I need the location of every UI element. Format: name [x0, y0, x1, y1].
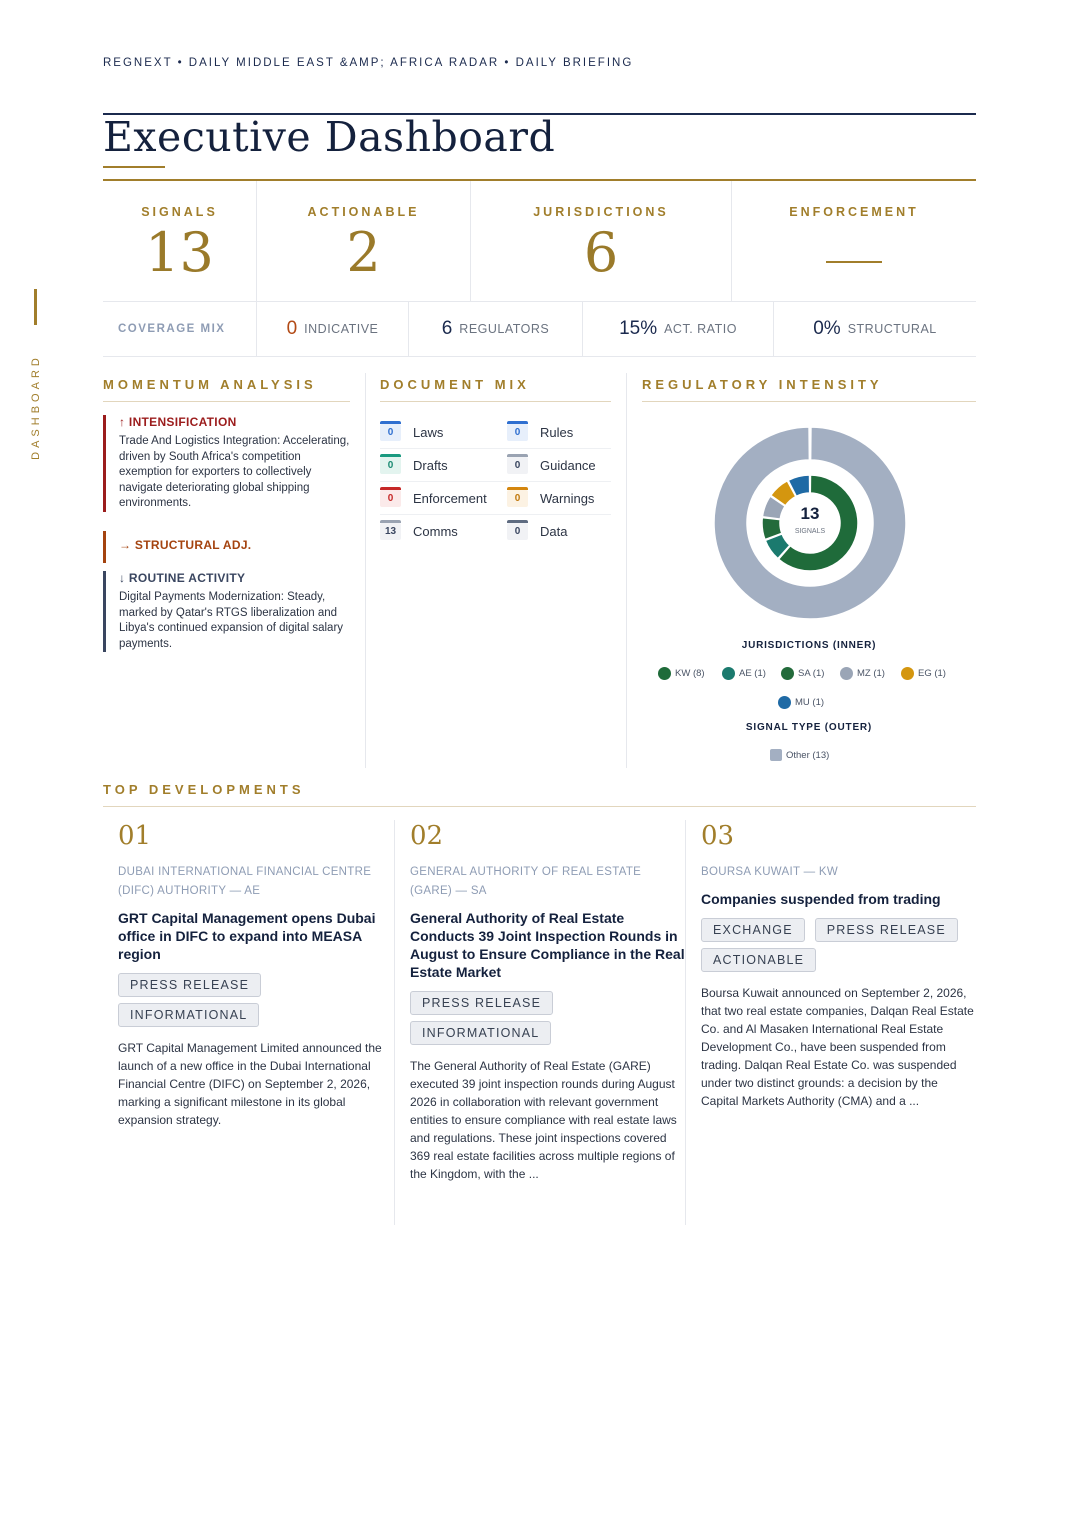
doc-count-badge: 0	[507, 490, 528, 507]
legend-dot	[781, 667, 794, 680]
coverage-item-structural	[774, 302, 976, 356]
legend-dot	[840, 667, 853, 680]
legend-dot	[901, 667, 914, 680]
intensity-heading: REGULATORY INTENSITY	[642, 377, 883, 392]
coverage-item-regulators	[409, 302, 583, 356]
column-divider	[394, 820, 395, 1225]
donut-center-label: SIGNALS	[794, 528, 826, 535]
column-divider	[365, 373, 366, 768]
development-title: General Authority of Real Estate Conducts 39 Joint Inspection Rounds in August to Ensure Compliance in the Real Estate Market	[410, 910, 685, 980]
momentum-heading-text: ↓ ROUTINE ACTIVITY	[119, 571, 246, 585]
document-mix-row	[380, 482, 611, 515]
development-tags	[118, 973, 394, 1027]
development-authority: BOURSA KUWAIT — KW	[701, 866, 839, 878]
document-mix-row	[380, 416, 611, 449]
development-tags	[701, 918, 977, 972]
doc-label: Drafts	[413, 457, 448, 473]
doc-item-warnings	[507, 490, 611, 507]
doc-item-guidance	[507, 457, 611, 474]
coverage-label: STRUCTURAL	[847, 322, 937, 336]
development-body: Boursa Kuwait announced on September 2, 2026, that two real estate companies, Dalqan Real Estate Co. and Al Masaken International Real Estate Development Co., have been suspended from trading. Dalqan Real Estate Co. was suspended under two distinct grounds: a decision by the Capital Markets Authority (CMA) and a ...	[701, 986, 974, 1108]
document-mix-rule	[380, 401, 611, 402]
tag-press-release: PRESS RELEASE	[410, 991, 553, 1015]
development-title: Companies suspended from trading	[701, 891, 941, 907]
coverage-value: 0	[286, 318, 298, 339]
kpi-value: 13	[145, 221, 214, 284]
kpi-empty-dash	[826, 261, 882, 263]
outer-ring	[714, 427, 906, 619]
legend-item	[781, 667, 824, 680]
document-mix-row	[380, 449, 611, 482]
inner-legend-title: JURISDICTIONS (INNER)	[741, 640, 877, 651]
doc-label: Data	[540, 524, 568, 539]
legend-label: KW (8)	[675, 668, 705, 679]
development-authority: DUBAI INTERNATIONAL FINANCIAL CENTRE (DIFC) AUTHORITY — AE	[118, 866, 372, 897]
legend-dot	[778, 696, 791, 709]
coverage-mix-title: COVERAGE MIX	[103, 302, 257, 356]
top-developments-heading: TOP DEVELOPMENTS	[103, 782, 305, 797]
development-card-3	[701, 820, 977, 1110]
outer-ring-segment-1	[714, 427, 906, 619]
doc-label: Enforcement	[413, 490, 487, 506]
legend-item	[840, 667, 885, 680]
development-number: 02	[410, 821, 444, 851]
legend-label: AE (1)	[739, 668, 766, 679]
legend-label: EG (1)	[918, 668, 946, 679]
tag-informational: INFORMATIONAL	[118, 1003, 259, 1027]
coverage-label: REGULATORS	[459, 322, 550, 336]
legend-label: SA (1)	[798, 668, 825, 679]
doc-label: Laws	[413, 424, 444, 440]
document-mix-row	[380, 515, 611, 548]
kpi-enforcement	[732, 181, 976, 301]
doc-label: Guidance	[540, 457, 596, 473]
kpi-value: 6	[583, 221, 619, 284]
kpi-actionable	[257, 181, 471, 301]
legend-dot	[658, 667, 671, 680]
momentum-intensification	[103, 415, 350, 512]
document-mix-grid	[380, 416, 611, 548]
coverage-value: 6	[441, 318, 453, 339]
doc-item-enforcement	[380, 490, 507, 507]
tag-exchange: EXCHANGE	[701, 918, 805, 942]
doc-count-badge: 0	[507, 424, 528, 441]
momentum-heading-text: → STRUCTURAL ADJ.	[119, 538, 252, 552]
title-accent-rule	[103, 166, 165, 168]
doc-item-drafts	[380, 457, 507, 474]
doc-count-badge: 0	[507, 457, 528, 474]
momentum-text: Trade And Logistics Integration: Accelerating, driven by South Africa's competition exemption for exporters to collectively navigate deteriorating global shipping environments.	[119, 435, 350, 509]
donut-center-value: 13	[800, 504, 820, 523]
document-mix-heading: DOCUMENT MIX	[380, 377, 530, 392]
development-tags	[410, 991, 686, 1045]
doc-label: Rules	[540, 424, 574, 440]
momentum-heading: MOMENTUM ANALYSIS	[103, 377, 317, 392]
intensity-rule	[642, 401, 976, 402]
kpi-signals	[103, 181, 257, 301]
kpi-row	[103, 181, 976, 302]
coverage-mix-row	[103, 302, 976, 357]
momentum-structural	[103, 531, 350, 563]
development-body: The General Authority of Real Estate (GARE) executed 39 joint inspection rounds during August 2026 in collaboration with relevant government entities to ensure compliance with real estate laws and regulations. These joint inspections covered 369 real estate facilities across multiple regions of the Kingdom, with the ...	[410, 1059, 677, 1181]
breadcrumb: REGNEXT • DAILY MIDDLE EAST &AMP; AFRICA RADAR • DAILY BRIEFING	[103, 57, 634, 69]
development-number: 03	[701, 821, 735, 851]
development-card-2	[410, 820, 686, 1183]
legend-item	[658, 667, 705, 680]
coverage-value: 15%	[619, 318, 658, 339]
tag-actionable: ACTIONABLE	[701, 948, 816, 972]
legend-label: Other (13)	[786, 749, 830, 761]
development-number: 01	[118, 821, 152, 851]
page-title: Executive Dashboard	[103, 113, 556, 161]
doc-count-badge: 0	[380, 490, 401, 507]
doc-item-comms	[380, 523, 507, 540]
doc-count-badge: 13	[380, 523, 401, 540]
doc-label: Comms	[413, 524, 458, 539]
side-accent-bar	[34, 289, 37, 325]
kpi-label: ENFORCEMENT	[789, 205, 919, 219]
kpi-label: ACTIONABLE	[307, 205, 420, 219]
outer-legend-title: SIGNAL TYPE (OUTER)	[745, 722, 873, 733]
momentum-rule	[103, 401, 350, 402]
legend-label: MZ (1)	[857, 668, 885, 679]
legend-item	[778, 696, 824, 709]
tag-press-release: PRESS RELEASE	[815, 918, 958, 942]
development-authority: GENERAL AUTHORITY OF REAL ESTATE (GARE) — SA	[410, 866, 642, 897]
doc-item-rules	[507, 424, 611, 441]
coverage-value: 0%	[813, 318, 841, 339]
coverage-label: ACT. RATIO	[664, 322, 737, 336]
momentum-text: Digital Payments Modernization: Steady, marked by Qatar's RTGS liberalization and Libya's continued expansion of digital salary payments.	[119, 591, 344, 650]
coverage-label: INDICATIVE	[304, 322, 379, 336]
legend-label: MU (1)	[795, 697, 825, 708]
coverage-item-act-ratio	[583, 302, 774, 356]
kpi-jurisdictions	[471, 181, 732, 301]
column-divider	[626, 373, 627, 768]
tag-press-release: PRESS RELEASE	[118, 973, 261, 997]
kpi-value: 2	[346, 221, 381, 284]
doc-label: Warnings	[540, 490, 595, 506]
doc-count-badge: 0	[507, 523, 528, 540]
development-body: GRT Capital Management Limited announced the launch of a new office in the Dubai International Financial Centre (DIFC) on September 2, 2026, marking a significant milestone in its global expansion strategy.	[118, 1041, 382, 1127]
coverage-item-indicative	[257, 302, 409, 356]
doc-item-data	[507, 523, 611, 540]
top-developments-rule	[103, 806, 976, 807]
kpi-label: JURISDICTIONS	[533, 205, 669, 219]
doc-count-badge: 0	[380, 424, 401, 441]
tag-informational: INFORMATIONAL	[410, 1021, 551, 1045]
inner-ring	[762, 475, 858, 571]
legend-swatch	[770, 749, 782, 761]
development-card-1	[118, 820, 394, 1129]
doc-count-badge: 0	[380, 457, 401, 474]
momentum-heading-text: ↑ INTENSIFICATION	[119, 415, 237, 429]
momentum-routine	[103, 571, 350, 652]
kpi-label: SIGNALS	[141, 205, 218, 219]
doc-item-laws	[380, 424, 507, 441]
development-title: GRT Capital Management opens Dubai office in DIFC to expand into MEASA region	[118, 910, 376, 962]
legend-dot	[722, 667, 735, 680]
intensity-donut-chart	[700, 413, 920, 633]
legend-item	[722, 667, 766, 680]
legend-item	[901, 667, 946, 680]
side-section-label: DASHBOARD	[30, 354, 42, 460]
legend-item	[770, 749, 829, 761]
